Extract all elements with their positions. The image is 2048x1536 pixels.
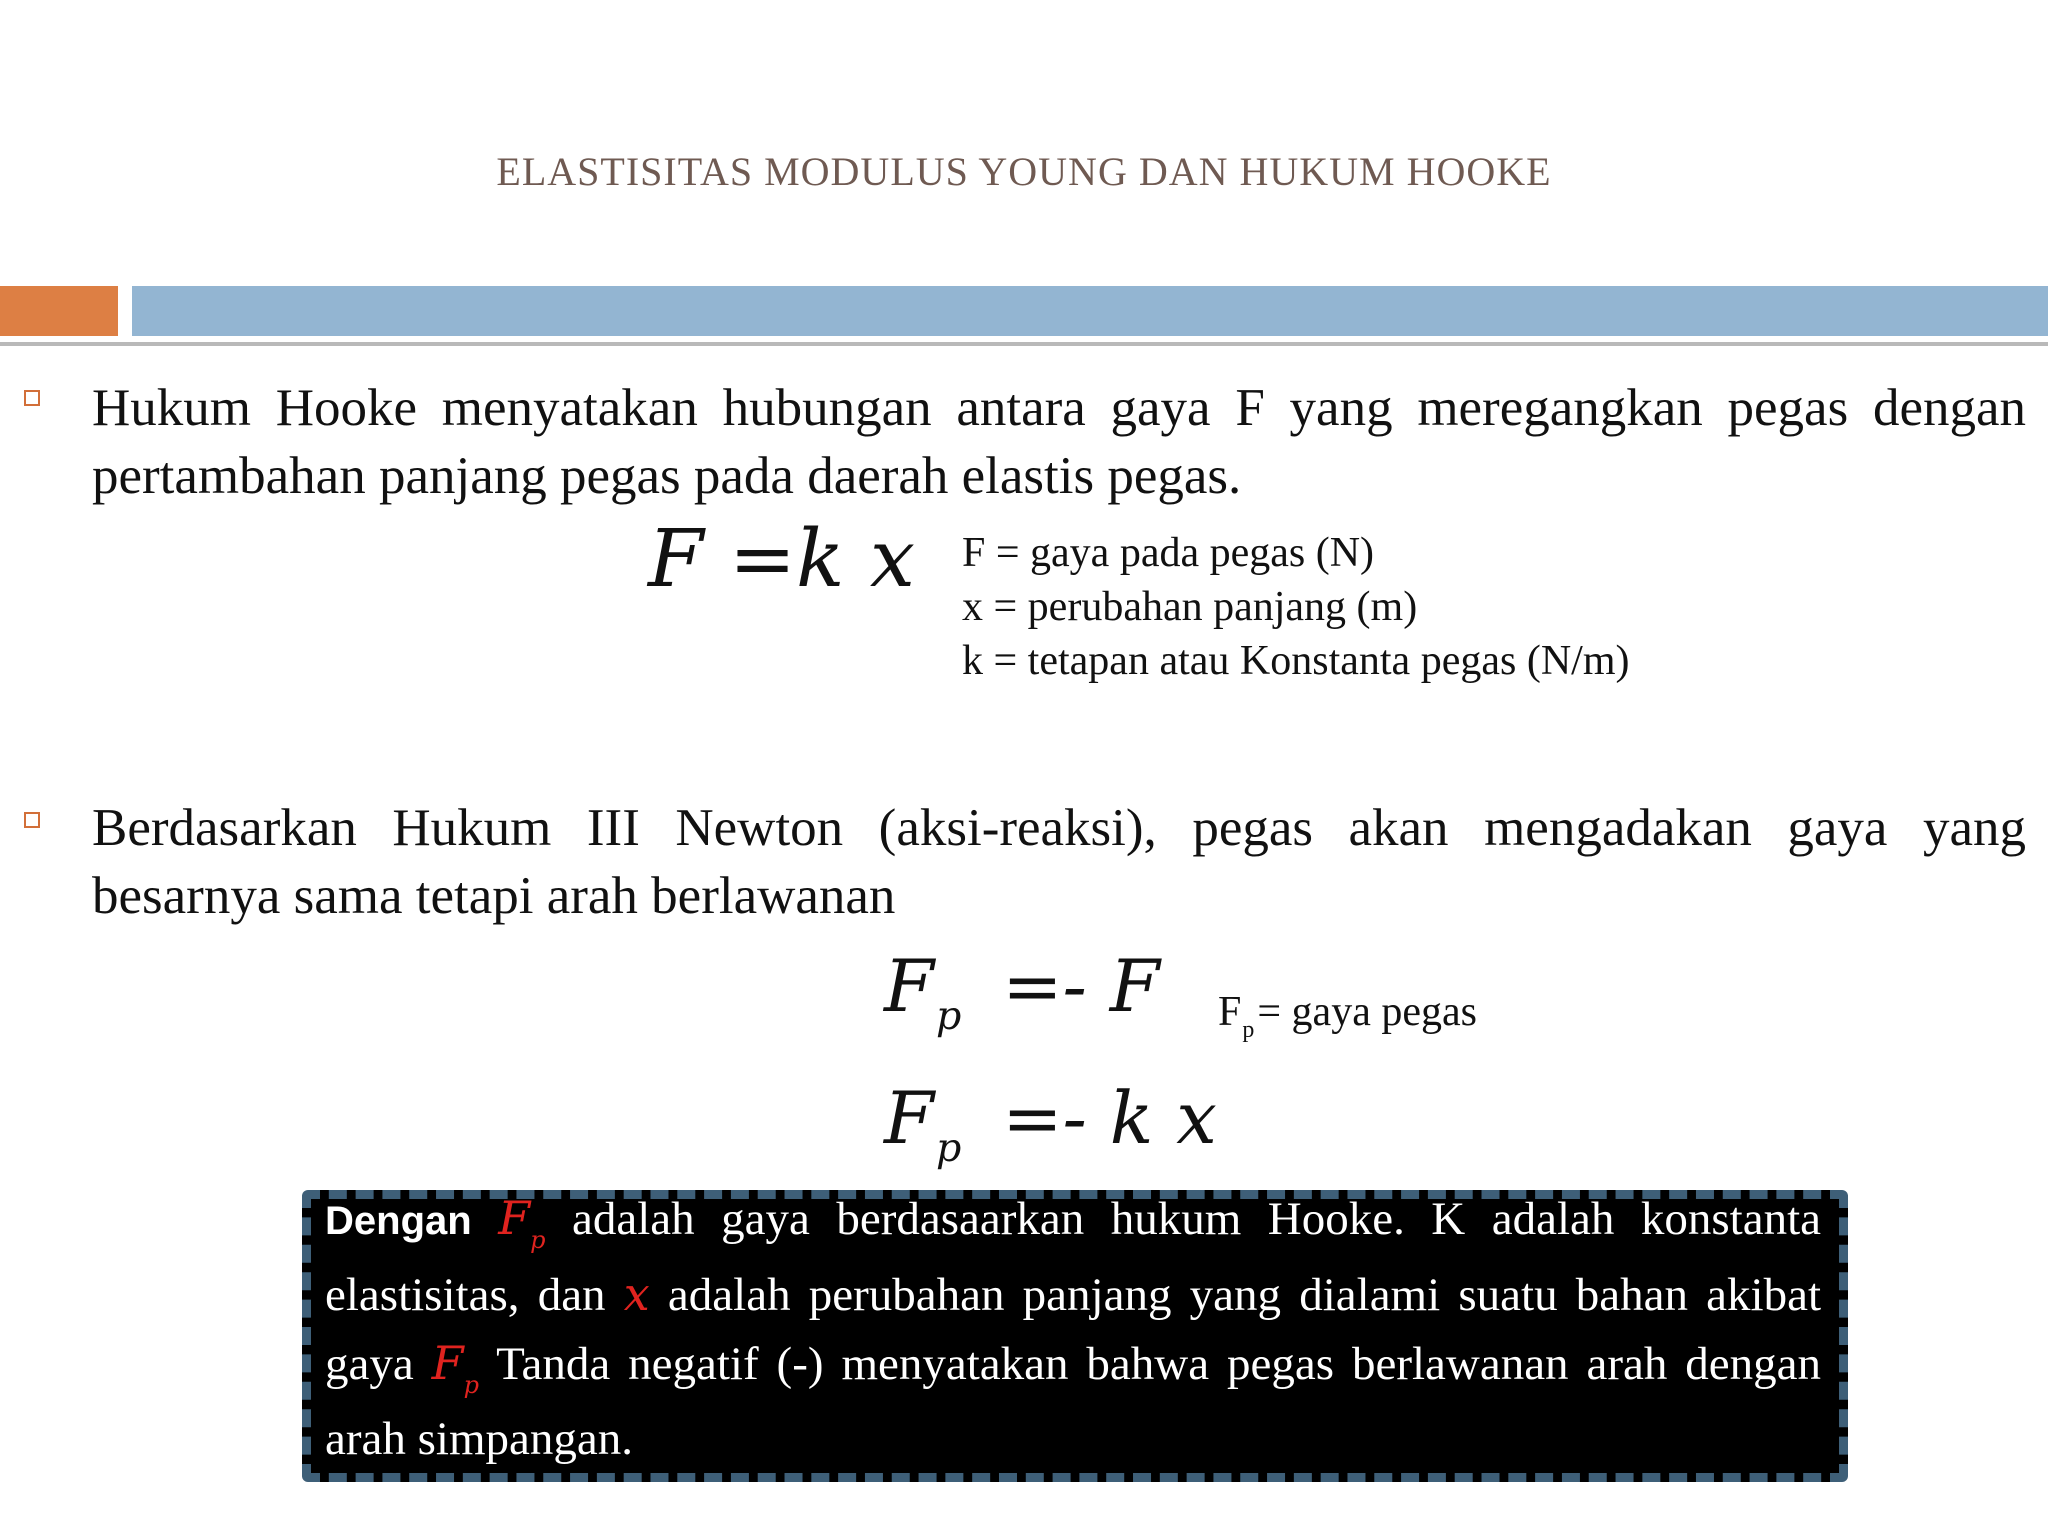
note-part1: adalah gaya berdasaarkan hukum Hooke. K adalah konstanta elastisitas, dan bbox=[325, 1193, 1822, 1321]
legend-force: F = gaya pada pegas (N) bbox=[962, 530, 1375, 576]
formula-spring-force-kx-lhs: F bbox=[884, 1076, 934, 1160]
fp-legend-sub: p bbox=[1242, 1017, 1255, 1043]
formula-spring-force bbox=[884, 944, 1160, 1039]
slide-title: ELASTISITAS MODULUS YOUNG DAN HUKUM HOOKE bbox=[496, 149, 1552, 194]
note-part2: adalah perubahan panjang yang dialami suatu bahan akibat gaya bbox=[325, 1269, 1822, 1390]
legend-constant: k = tetapan atau Konstanta pegas (N/m) bbox=[962, 638, 1630, 684]
formula-spring-force-kx-sub: p bbox=[935, 1124, 962, 1171]
bullet-text-hooke: Hukum Hooke menyatakan hubungan antara gaya F yang meregangkan pegas dengan pertambahan panjang pegas pada daerah elastis pegas. bbox=[92, 379, 2026, 505]
legend-displacement: x = perubahan panjang (m) bbox=[962, 584, 1418, 630]
formula-spring-force-sub: p bbox=[935, 992, 962, 1039]
formula-legend bbox=[962, 526, 1629, 688]
square-bullet-icon bbox=[24, 812, 40, 828]
note-symbol-fp-2: $F_p$ bbox=[431, 1336, 479, 1399]
formula-spring-force-lhs: F bbox=[884, 944, 934, 1028]
formula-hooke: F =k x bbox=[648, 512, 915, 605]
title-bar bbox=[132, 286, 2048, 336]
title-bar-shadow bbox=[0, 342, 2048, 346]
note-symbol-x: x bbox=[623, 1267, 650, 1321]
fp-legend-symbol: F bbox=[1218, 989, 1242, 1035]
bullet-text-newton: Berdasarkan Hukum III Newton (aksi-reaksi), pegas akan mengadakan gaya yang besarnya sama tetapi arah berlawanan bbox=[92, 799, 2026, 925]
formula-spring-force-kx bbox=[884, 1076, 1217, 1171]
note-symbol-fp: $F_p$ bbox=[498, 1191, 546, 1254]
formula-spring-force-kx-rhs: =- k x bbox=[1002, 1076, 1217, 1160]
formula-spring-force-rhs: =- F bbox=[1002, 944, 1160, 1028]
fp-legend-text: = gaya pegas bbox=[1257, 989, 1477, 1035]
note-lead: Dengan bbox=[325, 1199, 472, 1243]
note-text bbox=[325, 1184, 1821, 1473]
square-bullet-icon bbox=[24, 390, 40, 406]
note-part3: Tanda negatif (-) menyatakan bahwa pegas berlawanan arah dengan arah simpangan. bbox=[325, 1338, 1822, 1465]
title-bar-accent bbox=[0, 286, 118, 336]
fp-legend bbox=[1218, 988, 1477, 1043]
